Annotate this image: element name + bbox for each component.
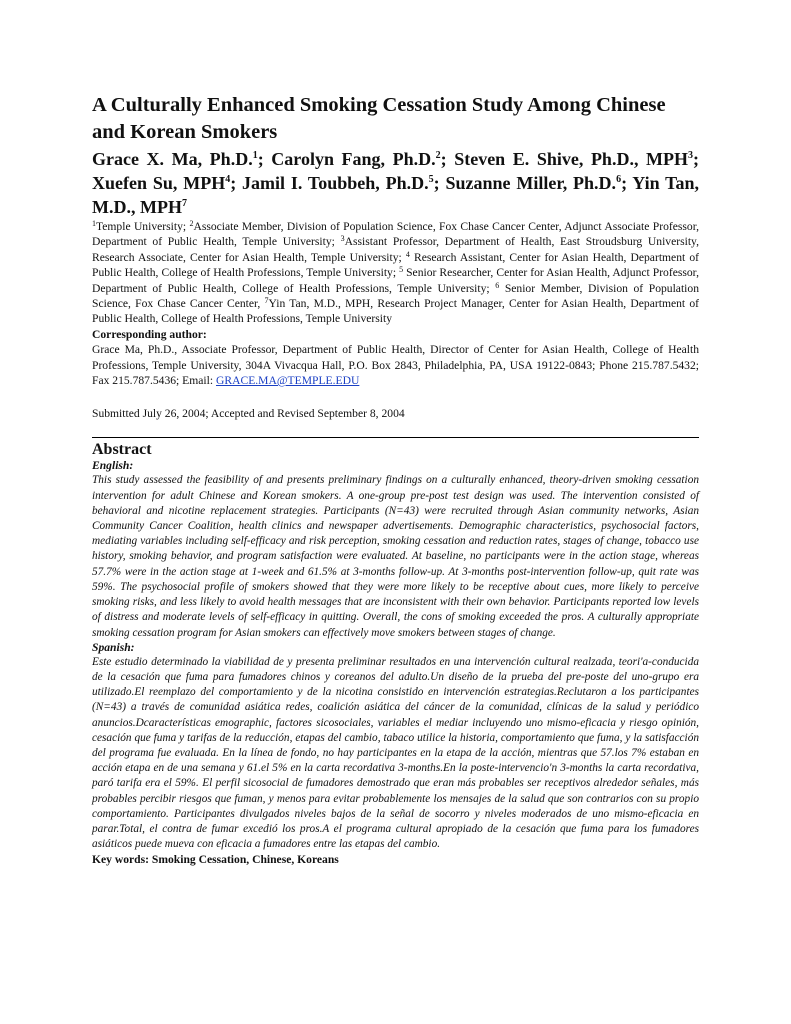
english-label: English: [92,459,134,473]
abstract-heading: Abstract [92,441,152,459]
corresponding-author-heading: Corresponding author: [92,327,207,341]
author-list [92,147,699,219]
email-link[interactable]: GRACE.MA@TEMPLE.EDU [215,374,360,388]
author: Yin Tan, M.D., MPH$^7$ [92,173,699,217]
paper-title: A Culturally Enhanced Smoking Cessation Study Among Chinese and Korean Smokers [92,94,666,143]
author: Steven E. Shive, Ph.D., MPH$^3$; [454,149,700,169]
spanish-label: Spanish: [92,640,135,654]
paper-page [92,92,699,867]
section-divider [92,437,699,438]
author: Carolyn Fang, Ph.D.$^2$; [271,149,455,169]
author: Suzanne Miller, Ph.D.$^6$; [445,173,633,193]
affiliations: $^1$Temple University; $^2$Associate Member, Division of Population Science, Fox Chase Cancer Center, Adjunct Associate Professor, Department of Public Health, Temple University; $^3$Assistant Professor, Department of Health, East Stroudsburg University, Research Associate, Center for Asian Health, Temple University; $^4$ Research Assistant, Center for Asian Health, Department of Public Health, College of Health Professions, Temple University; $^5$ Senior Researcher, Center for Asian Health, Adjunct Professor, Department of Public Health, College of Health Professions, Temple University; $^6$ Senior Member, Division of Population Science, Fox Chase Cancer Center, $^7$Yin Tan, M.D., MPH, Research Project Manager, Center for Asian Health, Department of Public Health, College of Health Professions, Temple University [92,219,699,326]
author: Jamil I. Toubbeh, Ph.D.$^5$; [242,173,446,193]
abstract-english: This study assessed the feasibility of and presents preliminary findings on a culturally enhanced, theory-driven smoking cessation intervention for adult Chinese and Korean smokers. A one-group pre-post test design was used. The intervention consisted of behavioral and nicotine replacement strategies. Participants (N=43) were recruited through Asian community networks, Asian Community Cancer Coalition, health clinics and newspaper advertisements. Demographic characteristics, psychosocial factors, mediating variables including self-efficacy and risk perception, smoking cessation and reduction rates, stages of change, tobacco use history, smoking behavior, and program satisfaction were evaluated. At baseline, no participants were in the action stage, whereas 57.7% were in the action stage at 1-week and 61.5% at 3-months follow-up. At 3-months post-intervention follow-up, quit rate was 59%. The psychosocial profile of smokers showed that they were more likely to be receptive about cues, more likely to perceive smoking risks, and less likely to avoid health messages that are inconsistent with their own behavior. Participants reported low levels of distress and moderate levels of self-efficacy in quitting. Overall, the cons of smoking exceeded the pros. A culturally appropriate smoking cessation program for Asian smokers can effectively move smokers between stages of change. [92,474,699,639]
author: Xuefen Su, MPH$^4$; [92,173,243,193]
abstract-spanish: Este estudio determinado la viabilidad de y presenta preliminar resultados en una intervención cultural realzada, teori'a-conducida de la cesación que fuma para fumadores chinos y coreanos del adulto.Un diseño de la prueba del pre-poste del uno-grupo era utilizado.El reemplazo del comportamiento y de la nicotina consistido en intervención estrategias.Reclutaron a los participantes (N=43) a través de comunidad asiática redes, coalición asiática del cáncer de la comunidad, clínicas de la salud y periódico anuncios.Dcaracterísticas emographic, factores sicosociales, variables el mediar incluyendo uno mismo-eficacia y riesgo opinión, cesación que fuma y tarifas de la reducción, etapas del cambio, tabaco utilice la historia, comportamiento que fuma, y la satisfacción del programa fue evaluada. En la línea de fondo, no hay participantes en la etapa de la acción, mientras que 57.los 7% estaban en acción etapa en de una semana y 61.el 5% en la carta recordativa 3-months.En la poste-intervencio'n 3-months la carta recordativa, paró tarifa era el 59%. El perfil sicosocial de fumadores demostrado que eran más probables ser receptivos alrededor señales, más probables percibir riesgos que fuman, y menos para evitar probablemente los mensajes de la salud que son contrarios con su propio comportamiento. Participantes divulgados niveles bajos de la señal de socorro y niveles moderados de uno mismo-eficacia en parar.Total, el contra de fumar excedió los pros.A el programa cultural apropiado de la cesación que fuma para los fumadores asiáticos puede mueva con eficacia a fumadores entre las etapas del cambio. [92,655,699,851]
submission-dates: Submitted July 26, 2004; Accepted and Revised September 8, 2004 [92,407,405,421]
corresponding-author-details: Grace Ma, Ph.D., Associate Professor, Department of Public Health, Director of Center for Asian Health, College of Health Professions, Temple University, 304A Vivacqua Hall, P.O. Box 2843, Philadelphia, PA, USA 19122-0843; Phone 215.787.5432; Fax 215.787.5436; Email: GRACE.MA@TEMPLE.EDU [92,343,699,388]
keywords: Key words: Smoking Cessation, Chinese, Koreans [92,853,339,867]
author: Grace X. Ma, Ph.D.$^1$; [92,149,272,169]
